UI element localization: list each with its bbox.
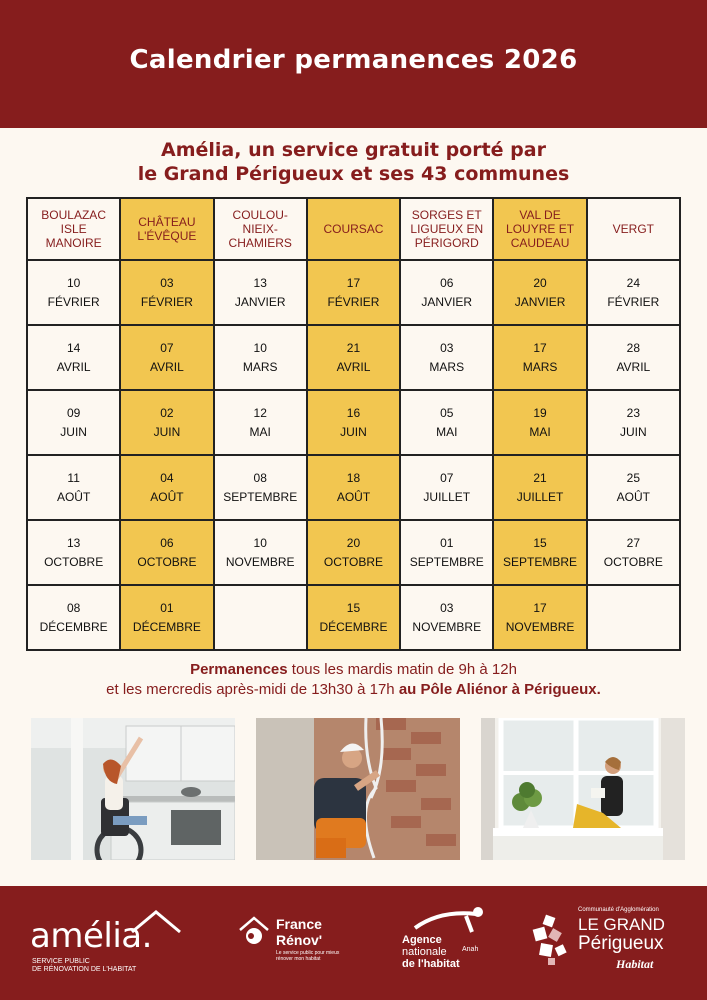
- anah-line-2: nationale: [402, 946, 447, 958]
- date-month: JUIN: [620, 424, 647, 439]
- date-cell: [307, 520, 400, 585]
- date-day: 11: [67, 470, 80, 485]
- permanences-text-2: et les mercredis après-midi de 13h30 à 17h: [106, 681, 399, 698]
- column-header-line: BOULAZAC: [41, 208, 106, 222]
- table-row: [27, 260, 680, 325]
- date-month: JUIN: [60, 424, 87, 439]
- date-month: AVRIL: [336, 359, 371, 374]
- date-day: 17: [533, 340, 547, 355]
- grand-perigueux-line-1: LE GRAND: [578, 915, 665, 934]
- permanences-text-1: tous les mardis matin de 9h à 12h: [287, 661, 517, 678]
- date-cell: [587, 390, 680, 455]
- date-day: 08: [253, 470, 267, 485]
- grand-perigueux-line-2: Périgueux: [578, 933, 664, 954]
- date-cell: [307, 390, 400, 455]
- column-header-line: CHAMIERS: [228, 236, 292, 250]
- amelia-tagline-2: DE RÉNOVATION DE L'HABITAT: [32, 966, 137, 973]
- date-cell: [27, 520, 120, 585]
- column-header: [214, 198, 307, 260]
- table-body: [27, 260, 680, 650]
- header-banner: [0, 0, 707, 128]
- france-renov-line-1: France: [276, 916, 322, 932]
- column-header: [120, 198, 213, 260]
- house-icon: [236, 914, 272, 948]
- date-month: DÉCEMBRE: [319, 619, 388, 634]
- permanences-location: au Pôle Aliénor à Périgueux.: [398, 681, 601, 698]
- table-row: [27, 455, 680, 520]
- date-month: FÉVRIER: [327, 294, 380, 309]
- date-month: NOVEMBRE: [505, 619, 575, 634]
- date-month: JANVIER: [514, 294, 566, 309]
- subtitle: [0, 138, 707, 186]
- date-month: JANVIER: [234, 294, 286, 309]
- date-cell: [214, 520, 307, 585]
- date-month: SEPTEMBRE: [409, 554, 484, 569]
- column-header-line: LOUYRE ET: [506, 222, 575, 236]
- date-cell: [27, 390, 120, 455]
- date-day: 21: [533, 470, 547, 485]
- date-day: 03: [160, 275, 174, 290]
- date-cell: [400, 455, 493, 520]
- anah-line-1: Agence: [402, 934, 442, 946]
- date-cell: [307, 325, 400, 390]
- date-cell: [27, 325, 120, 390]
- date-cell: [400, 390, 493, 455]
- date-month: FÉVRIER: [47, 294, 100, 309]
- grand-perigueux-mosaic-icon: [530, 914, 574, 968]
- column-header-line: CAUDEAU: [510, 236, 570, 250]
- amelia-wordmark: amélia.: [30, 916, 152, 956]
- date-cell: [493, 390, 586, 455]
- date-month: MAI: [529, 424, 551, 439]
- france-renov-tagline: Le service public pour mieux rénover mon habitat: [276, 950, 340, 962]
- date-month: AVRIL: [616, 359, 651, 374]
- column-header-line: COULOU-: [232, 208, 288, 222]
- date-month: SEPTEMBRE: [223, 489, 298, 504]
- date-month: NOVEMBRE: [225, 554, 295, 569]
- column-header-line: CHÂTEAU: [138, 215, 196, 229]
- table-row: [27, 585, 680, 650]
- column-header-line: MANOIRE: [45, 236, 102, 250]
- date-day: 12: [253, 405, 267, 420]
- photo-kitchen-wheelchair: [31, 718, 235, 860]
- column-header-line: SORGES ET: [411, 208, 482, 222]
- date-day: 19: [533, 405, 547, 420]
- date-day: 23: [626, 405, 641, 420]
- date-cell: [120, 260, 213, 325]
- date-day: 13: [66, 535, 81, 550]
- date-day: 06: [160, 535, 174, 550]
- page-title: Calendrier permanences 2026: [129, 45, 578, 75]
- date-cell: [307, 585, 400, 650]
- date-cell: [493, 585, 586, 650]
- date-cell: [400, 325, 493, 390]
- column-header-line: VERGT: [612, 222, 655, 236]
- france-renov-wordmark: [276, 916, 322, 948]
- france-renov-line-2: Rénov': [276, 932, 323, 948]
- date-cell: [587, 325, 680, 390]
- date-month: OCTOBRE: [323, 554, 384, 569]
- date-day: 15: [533, 535, 547, 550]
- date-cell: [307, 455, 400, 520]
- date-month: SEPTEMBRE: [503, 554, 578, 569]
- date-day: 21: [346, 340, 361, 355]
- grand-perigueux-logo: [530, 902, 700, 992]
- date-day: 20: [533, 275, 547, 290]
- date-cell: [214, 260, 307, 325]
- column-header: [400, 198, 493, 260]
- date-cell: [493, 520, 586, 585]
- table-row: [27, 520, 680, 585]
- date-day: 13: [253, 275, 267, 290]
- date-cell: [120, 585, 213, 650]
- date-month: AOÛT: [616, 489, 651, 504]
- anah-symbol-icon: [410, 906, 490, 934]
- date-cell: [587, 455, 680, 520]
- date-day: 10: [253, 535, 267, 550]
- column-header: [27, 198, 120, 260]
- date-cell: [493, 260, 586, 325]
- date-day: 03: [440, 600, 454, 615]
- date-cell: [120, 455, 213, 520]
- date-day: 24: [626, 275, 641, 290]
- date-cell: [587, 260, 680, 325]
- date-day: 10: [66, 275, 81, 290]
- table-header-row: [27, 198, 680, 260]
- date-month: AOÛT: [56, 489, 91, 504]
- anah-tag: Anah: [462, 946, 479, 953]
- date-month: DÉCEMBRE: [132, 619, 201, 634]
- permanences-info: [0, 660, 707, 700]
- date-cell: [120, 390, 213, 455]
- table-row: [27, 325, 680, 390]
- date-month: OCTOBRE: [603, 554, 663, 569]
- date-day: 14: [66, 340, 81, 355]
- anah-line-3: de l'habitat: [402, 958, 460, 970]
- date-cell: [400, 520, 493, 585]
- permanences-bold-label: Permanences: [190, 661, 288, 678]
- date-month: AVRIL: [150, 359, 184, 374]
- date-month: AOÛT: [336, 489, 371, 504]
- date-day: 15: [346, 600, 361, 615]
- date-cell: [587, 585, 680, 650]
- date-day: 17: [346, 275, 361, 290]
- column-header-line: COURSAC: [323, 222, 384, 236]
- date-cell: [214, 455, 307, 520]
- date-cell: [307, 260, 400, 325]
- date-month: AVRIL: [56, 359, 91, 374]
- column-header: [307, 198, 400, 260]
- date-cell: [214, 390, 307, 455]
- subtitle-line-1: Amélia, un service gratuit porté par: [161, 139, 546, 161]
- photo-electrician: [256, 718, 460, 860]
- subtitle-line-2: le Grand Périgueux et ses 43 communes: [137, 163, 570, 185]
- date-day: 28: [626, 340, 641, 355]
- column-header-line: LIGUEUX EN: [410, 222, 484, 236]
- footer: [0, 886, 707, 1000]
- date-day: 17: [533, 600, 547, 615]
- anah-wordmark: [402, 934, 460, 970]
- date-cell: [27, 455, 120, 520]
- column-header-line: NIEIX-: [242, 222, 278, 236]
- date-month: JUIN: [340, 424, 367, 439]
- date-month: AOÛT: [150, 489, 184, 504]
- column-header-line: VAL DE: [519, 208, 561, 222]
- date-day: 08: [66, 600, 81, 615]
- date-day: 09: [66, 405, 81, 420]
- schedule-table: [26, 197, 681, 651]
- date-cell: [27, 260, 120, 325]
- column-header: [587, 198, 680, 260]
- column-header: [493, 198, 586, 260]
- date-cell: [493, 325, 586, 390]
- date-cell: [214, 325, 307, 390]
- date-day: 07: [160, 340, 174, 355]
- date-month: MARS: [242, 359, 278, 374]
- date-cell: [120, 520, 213, 585]
- date-month: MARS: [429, 359, 465, 374]
- date-day: 10: [253, 340, 267, 355]
- date-day: 01: [160, 600, 174, 615]
- photo-reading-window: [481, 718, 685, 860]
- column-header-line: PÉRIGORD: [414, 236, 479, 250]
- date-month: NOVEMBRE: [412, 619, 482, 634]
- date-cell: [400, 585, 493, 650]
- date-day: 03: [440, 340, 454, 355]
- date-month: JANVIER: [421, 294, 473, 309]
- table-row: [27, 390, 680, 455]
- date-day: 25: [626, 470, 641, 485]
- date-month: OCTOBRE: [137, 554, 197, 569]
- date-month: FÉVRIER: [607, 294, 660, 309]
- date-cell: [214, 585, 307, 650]
- date-month: OCTOBRE: [44, 554, 104, 569]
- permanences-line-1: [0, 660, 707, 680]
- amelia-tagline: [32, 958, 202, 974]
- permanences-line-2: [0, 680, 707, 700]
- date-month: JUILLET: [423, 489, 471, 504]
- date-cell: [587, 520, 680, 585]
- column-header-line: ISLE: [60, 222, 87, 236]
- date-day: 16: [346, 405, 361, 420]
- date-day: 01: [440, 535, 454, 550]
- date-cell: [120, 325, 213, 390]
- date-day: 05: [440, 405, 454, 420]
- amelia-tagline-1: SERVICE PUBLIC: [32, 958, 90, 965]
- date-cell: [400, 260, 493, 325]
- date-day: 04: [160, 470, 174, 485]
- grand-perigueux-top: Communauté d'Agglomération: [578, 907, 659, 913]
- date-day: 02: [160, 405, 174, 420]
- date-day: 18: [346, 470, 361, 485]
- date-month: MAI: [436, 424, 458, 439]
- date-day: 07: [440, 470, 454, 485]
- date-month: FÉVRIER: [140, 294, 193, 309]
- date-month: JUIN: [153, 424, 181, 439]
- date-month: JUILLET: [516, 489, 564, 504]
- date-month: DÉCEMBRE: [39, 619, 108, 634]
- date-cell: [27, 585, 120, 650]
- date-day: 20: [346, 535, 361, 550]
- grand-perigueux-line-3: Habitat: [616, 957, 654, 971]
- column-header-line: L'ÉVÊQUE: [137, 229, 197, 243]
- date-cell: [493, 455, 586, 520]
- date-day: 27: [626, 535, 641, 550]
- date-month: MARS: [522, 359, 558, 374]
- date-month: MAI: [249, 424, 271, 439]
- date-day: 06: [440, 275, 454, 290]
